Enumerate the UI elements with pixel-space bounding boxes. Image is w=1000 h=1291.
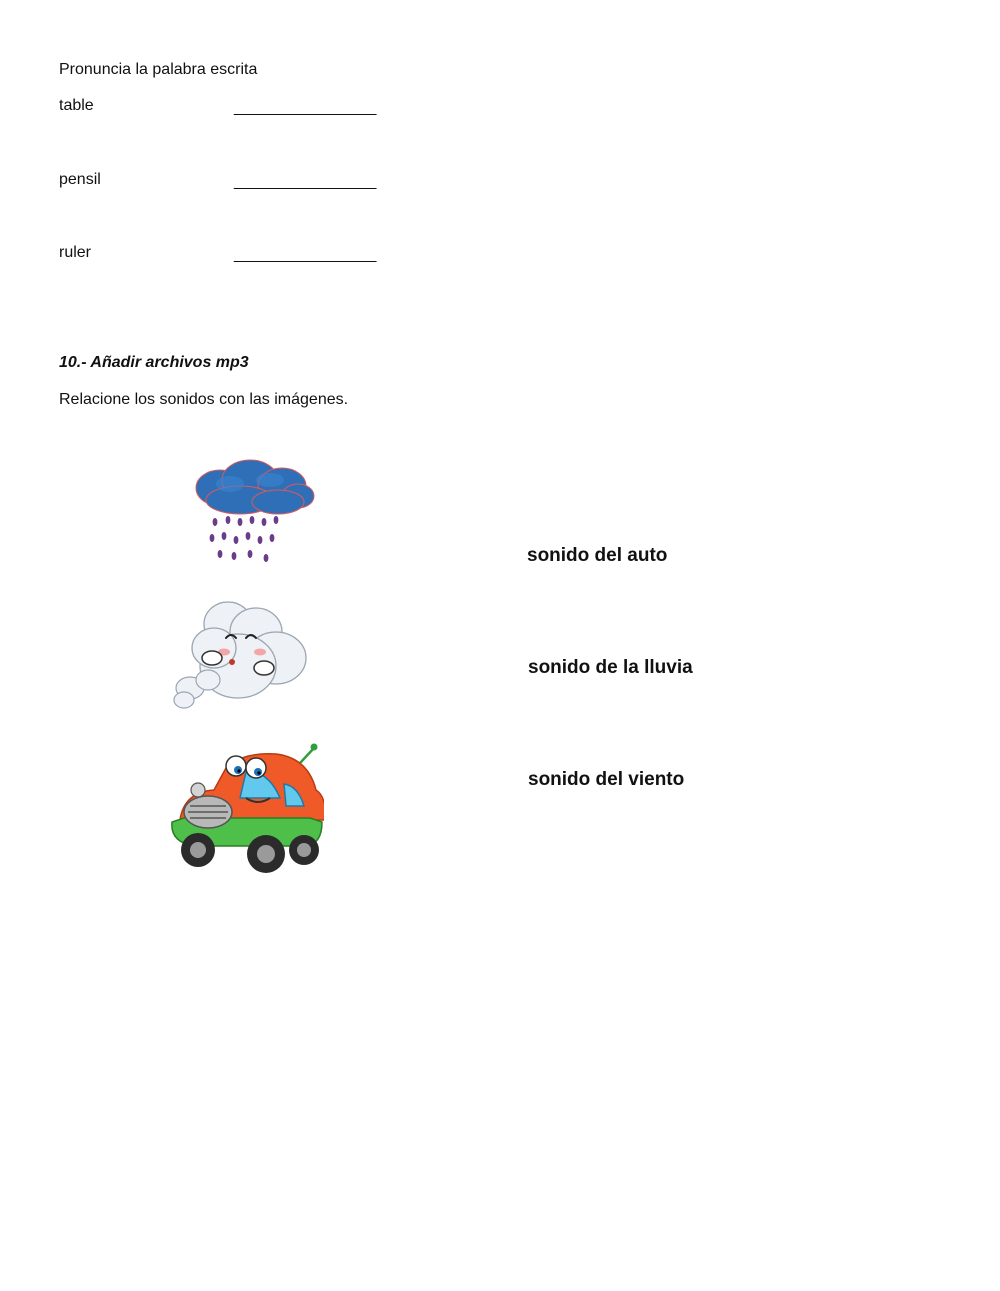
label-sonido-del-auto[interactable]: sonido del auto	[527, 545, 668, 566]
answer-blank-ruler[interactable]: ________________	[234, 246, 377, 263]
word-pensil: pensil	[59, 171, 101, 188]
sounds-instruction: Relacione los sonidos con las imágenes.	[59, 391, 349, 408]
label-sonido-de-la-lluvia[interactable]: sonido de la lluvia	[528, 657, 693, 678]
wind-cloud-image[interactable]	[168, 596, 318, 710]
section-heading: 10.- Añadir archivos mp3	[59, 354, 249, 371]
label-sonido-del-viento[interactable]: sonido del viento	[528, 769, 685, 790]
cartoon-car-image[interactable]	[168, 742, 324, 878]
pronounce-instruction: Pronuncia la palabra escrita	[59, 61, 258, 78]
rain-cloud-image[interactable]	[190, 458, 318, 566]
word-table: table	[59, 97, 94, 114]
word-ruler: ruler	[59, 244, 92, 261]
answer-blank-pensil[interactable]: ________________	[234, 173, 377, 190]
answer-blank-table[interactable]: ________________	[234, 99, 377, 116]
